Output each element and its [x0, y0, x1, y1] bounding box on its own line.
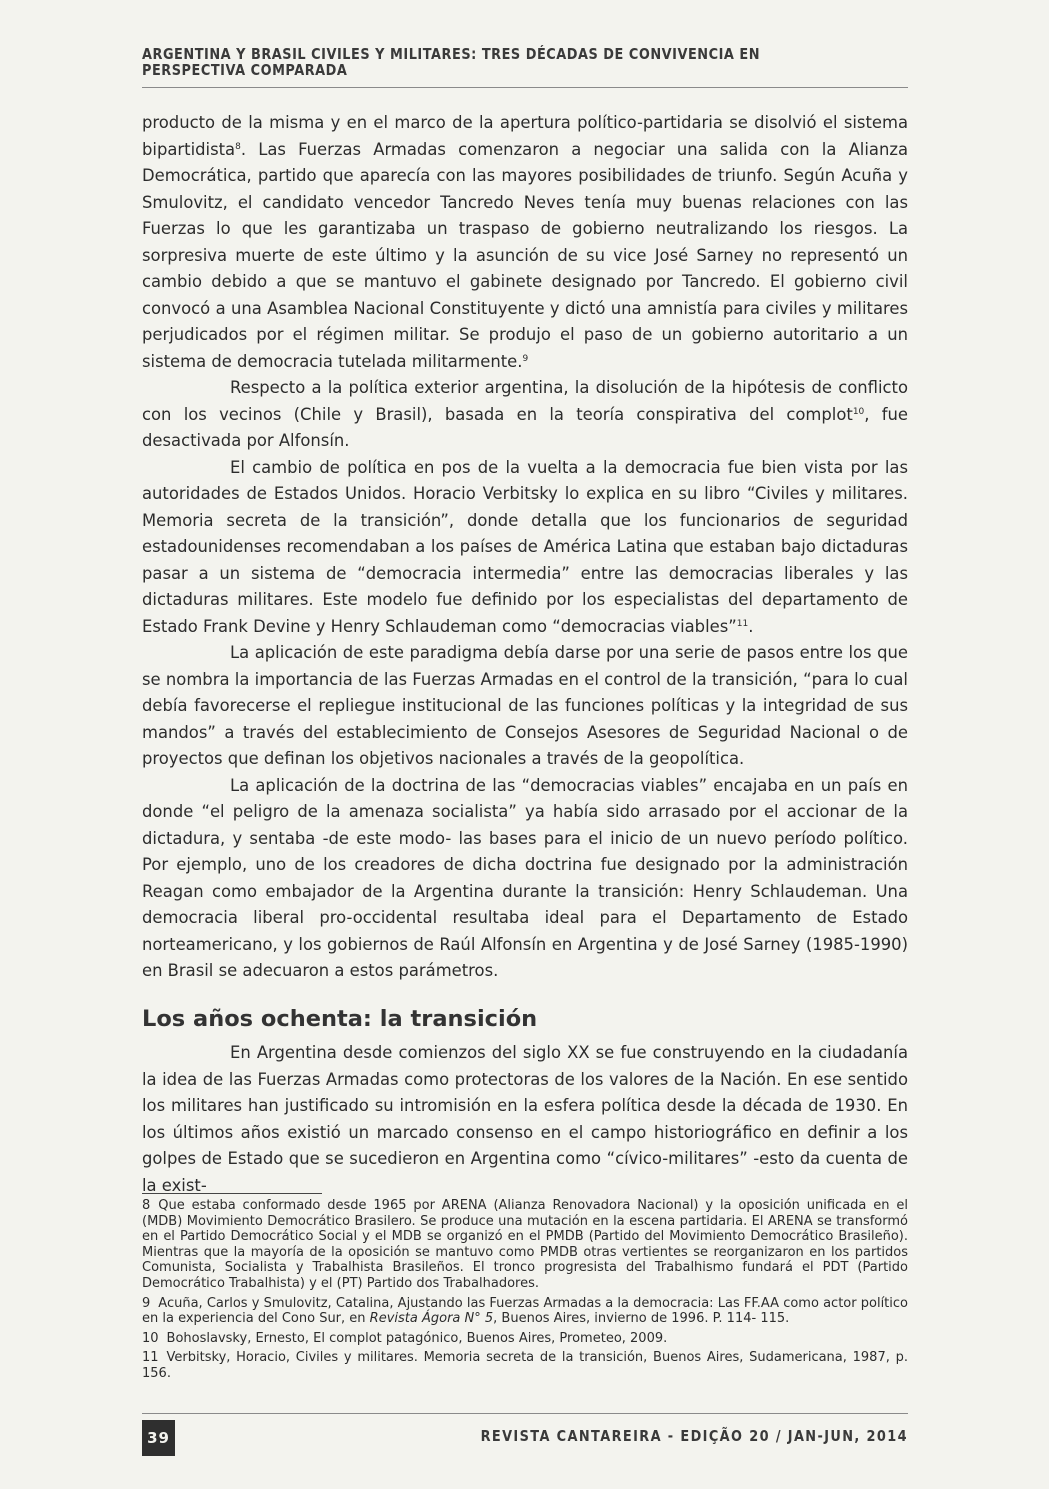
- footnote-8: [142, 1198, 908, 1292]
- running-header-title: ARGENTINA Y BRASIL CIVILES Y MILITARES: TRES DÉCADAS DE CONVIVENCIA EN PERSPECTIVA COMPARADA: [142, 45, 761, 79]
- footnote-text: Acuña, Carlos y Smulovitz, Catalina, Ajustando las Fuerzas Armadas a la democracia: Las FF.AA como actor político en la experiencia del Cono Sur, en: [142, 1295, 908, 1327]
- footnote-text-cont: , Buenos Aires, invierno de 1996. P. 114- 115.: [493, 1311, 790, 1327]
- section-body-text: [142, 1040, 908, 1199]
- body-text: [142, 110, 908, 985]
- footnote-ref-9[interactable]: 9: [522, 353, 529, 364]
- footnote-11: [142, 1350, 908, 1381]
- footer-rule: [142, 1413, 908, 1414]
- paragraph-5: La aplicación de la doctrina de las “democracias viables” encajaba en un país en donde “el peligro de la amenaza socialista” ya había sido arrasado por el accionar de la dictadura, y sentaba -de este modo- las bases para el inicio de un nuevo período político. Por ejemplo, uno de los creadores de dicha doctrina fue designado por la administración Reagan como embajador de la Argentina durante la transición: Henry Schlaudeman. Una democracia liberal pro-occidental resultaba ideal para el Departamento de Estado norteamericano, y los gobiernos de Raúl Alfonsín en Argentina y de José Sarney (1985-1990) en Brasil se adecuaron a estos parámetros.: [142, 775, 908, 980]
- paragraph-3-text-cont: .: [748, 616, 754, 636]
- paragraph-2-text: Respecto a la política exterior argentina, la disolución de la hipótesis de conflicto con los vecinos (Chile y Brasil), basada en la teoría conspirativa del complot: [142, 378, 908, 424]
- footnotes: [142, 1198, 908, 1386]
- header-rule: [142, 87, 908, 88]
- footnote-number: 9: [142, 1295, 151, 1311]
- footnote-10: [142, 1331, 908, 1347]
- page-number: 39: [142, 1420, 175, 1456]
- paragraph-4: La aplicación de este paradigma debía darse por una serie de pasos entre los que se nombra la importancia de las Fuerzas Armadas en el control de la transición, “para lo cual debía favorecerse el repliegue institucional de las funciones políticas y la integridad de sus mandos” a través del establecimiento de Consejos Asesores de Seguridad Nacional o de proyectos que definan los objetivos nacionales a través de la geopolítica.: [142, 643, 908, 768]
- footnote-number: 11: [142, 1350, 159, 1366]
- footnote-ref-8[interactable]: 8: [235, 141, 241, 152]
- paragraph-3-text: El cambio de política en pos de la vuelta a la democracia fue bien vista por las autoridades de Estados Unidos. Horacio Verbitsky lo explica en su libro “Civiles y militares. Memoria secreta de la transición”, donde detalla que los funcionarios de seguridad estadounidenses recomendaban a los países de América Latina que estaban bajo dictaduras pasar a un sistema de “democracia intermedia” entre las democracias liberales y las dictaduras militares. Este modelo fue definido por los especialistas del departamento de Estado Frank Devine y Henry Schlaudeman como “democracias viables”: [142, 457, 908, 636]
- paragraph-3: [142, 455, 908, 641]
- footnote-text: Bohoslavsky, Ernesto, El complot patagónico, Buenos Aires, Prometeo, 2009.: [166, 1330, 668, 1346]
- section-paragraph-1: En Argentina desde comienzos del siglo XX se fue construyendo en la ciudadanía la idea de las Fuerzas Armadas como protectoras de los valores de la Nación. En ese sentido los militares han justificado su intromisión en la esfera política desde la década de 1930. En los últimos años existió un marcado consenso en el campo historiográfico en definir a los golpes de Estado que se sucedieron en Argentina como “cívico-militares” -esto da cuenta de la exist-: [142, 1043, 908, 1195]
- paragraph-1-text-cont: . Las Fuerzas Armadas comenzaron a negociar una salida con la Alianza Democrática, partido que aparecía con las mayores posibilidades de triunfo. Según Acuña y Smulovitz, el candidato vencedor Tancredo Neves tenía muy buenas relaciones con las Fuerzas lo que les garantizaba un traspaso de gobierno neutralizando los riesgos. La sorpresiva muerte de este último y la asunción de su vice José Sarney no representó un cambio debido a que se mantuvo el gabinete designado por Tancredo. El gobierno civil convocó a una Asamblea Nacional Constituyente y dictó una amnistía para civiles y militares perjudicados por el régimen militar. Se produjo el paso de un gobierno autoritario a un sistema de democracia tutelada militarmente.: [142, 139, 908, 371]
- section-heading: Los años ochenta: la transición: [142, 1006, 538, 1032]
- paragraph-1-text: producto de la misma y en el marco de la apertura político-partidaria se disolvió el sistema bipartidista: [142, 113, 908, 159]
- footnote-ref-10[interactable]: 10: [852, 406, 865, 417]
- paragraph-2: [142, 375, 908, 455]
- footnote-journal-title: Revista Ágora N° 5: [369, 1311, 494, 1327]
- footnote-rule: [142, 1193, 322, 1194]
- paragraph-1: [142, 110, 908, 375]
- footnote-ref-11[interactable]: 11: [736, 618, 749, 629]
- footnote-9: [142, 1296, 908, 1327]
- footnote-text: Verbitsky, Horacio, Civiles y militares. Memoria secreta de la transición, Buenos Aires, Sudamericana, 1987, p. 156.: [142, 1350, 908, 1381]
- journal-footer: REVISTA CANTAREIRA - EDIÇÃO 20 / JAN-JUN, 2014: [480, 1427, 908, 1445]
- paragraph-2-text-cont: , fue desactivada por Alfonsín.: [142, 404, 909, 450]
- footnote-number: 10: [142, 1330, 159, 1346]
- footnote-number: 8: [142, 1198, 151, 1213]
- footnote-text: Que estaba conformado desde 1965 por ARENA (Alianza Renovadora Nacional) y la oposición unificada en el (MDB) Movimiento Democrático Brasilero. Se produce una mutación en la escena partidaria. El ARENA se transformó en el Partido Democrático Social y el MDB se organizó en el PMDB (Partido del Movimiento Democrático Brasileño). Mientras que la mayoría de la oposición se mantuvo como PMDB otras vertientes se reorganizaron en los partidos Comunista, Socialista y Trabalhista Brasileños. El tronco progresista del Trabalhismo fundará el PDT (Partido Democrático Trabalhista) y el (PT) Partido dos Trabalhadores.: [142, 1198, 908, 1291]
